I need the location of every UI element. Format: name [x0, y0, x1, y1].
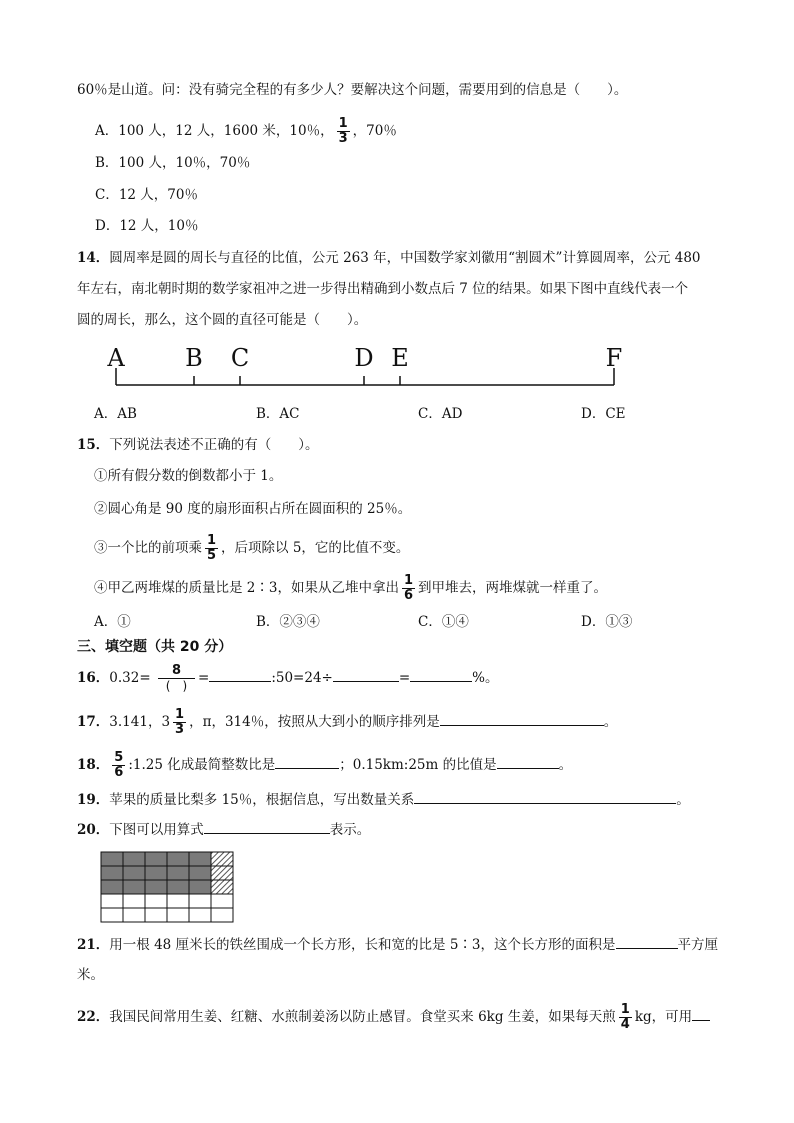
q15-fraction-1-5: $\frac{1}{5}$ [207, 533, 217, 563]
q18-blank-2[interactable] [497, 754, 559, 769]
grid-cell-shaded [101, 852, 123, 866]
grid-cell-hatched [211, 852, 233, 866]
grid-cell-empty [123, 908, 145, 922]
q21-line-2: 米。 [77, 967, 104, 983]
q17: 17．3.141，3 $\frac{1}{3}$ ，π，314％，按照从大到小的顺序排列是 。 [77, 707, 618, 737]
q13-option-a-fraction: $\frac{1}{3}$ [338, 116, 348, 146]
q16-blank-2[interactable] [333, 667, 399, 682]
q16-blank-3[interactable] [410, 667, 472, 682]
q14-point-label-e: E [391, 344, 409, 372]
q22-blank[interactable] [692, 1006, 710, 1021]
grid-cell-empty [123, 894, 145, 908]
grid-cell-empty [189, 908, 211, 922]
q13-option-b[interactable]: B．100 人，10％，70％ [95, 155, 251, 171]
q14-option-c[interactable]: C．AD [418, 406, 463, 422]
grid-cell-shaded [189, 880, 211, 894]
grid-cell-empty [189, 894, 211, 908]
q22-fraction: $\frac{1}{4}$ [620, 1002, 630, 1032]
q13-option-c[interactable]: C．12 人，70％ [95, 187, 198, 203]
q18: 18． $\frac{5}{6}$ :1.25 化成最简整数比是 ；0.15km:25m 的比值是 。 [77, 750, 573, 780]
grid-cell-shaded [167, 880, 189, 894]
q17-fraction: $\frac{1}{3}$ [175, 707, 185, 737]
grid-cell-empty [167, 894, 189, 908]
grid-cell-hatched [211, 866, 233, 880]
q13-option-a[interactable]: A．100 人，12 人，1600 米，10％， $\frac{1}{3}$ ，70％ [95, 116, 397, 146]
grid-cell-shaded [145, 866, 167, 880]
q15-statement-3: ③一个比的前项乘 $\frac{1}{5}$ ，后项除以 5，它的比值不变。 [94, 533, 410, 563]
grid-cell-empty [101, 894, 123, 908]
q15-statement-1: ①所有假分数的倒数都小于 1。 [94, 468, 283, 484]
q15-option-b[interactable]: B．②③④ [256, 614, 320, 630]
q16: 16．0.32= $\frac{8}{( )}$ = :50=24÷ = %。 [77, 663, 499, 693]
q15-fraction-1-6: $\frac{1}{6}$ [403, 573, 414, 603]
q14-option-b[interactable]: B．AC [256, 406, 300, 422]
q14-line-2: 年左右，南北朝时期的数学家祖冲之进一步得出精确到小数点后 7 位的结果。如果下图中直线代表一个 [77, 281, 689, 297]
grid-cell-shaded [123, 866, 145, 880]
q14-line-1: 14．圆周率是圆的周长与直径的比值，公元 263 年，中国数学家刘徽用“割圆术”计算圆周率，公元 480 [77, 250, 701, 266]
q13-option-d[interactable]: D．12 人，10％ [95, 218, 199, 234]
q16-blank-1[interactable] [209, 667, 271, 682]
q15-option-a[interactable]: A．① [94, 614, 131, 630]
grid-cell-shaded [167, 866, 189, 880]
q14-point-label-c: C [230, 344, 250, 372]
q14-point-label-d: D [354, 344, 374, 372]
q20-grid-figure [100, 851, 236, 925]
q15-option-d[interactable]: D．①③ [581, 614, 633, 630]
q22: 22．我国民间常用生姜、红糖、水煎制姜汤以防止感冒。食堂买来 6kg 生姜，如果每天煎 $\frac{1}{4}$ kg，可用 [77, 1003, 710, 1032]
grid-cell-empty [167, 908, 189, 922]
q15-statement-4: ④甲乙两堆煤的质量比是 2∶3，如果从乙堆中拿出 $\frac{1}{6}$ 到甲堆去，两堆煤就一样重了。 [94, 573, 608, 603]
q21-blank[interactable] [616, 934, 678, 949]
q13-continuation: 60％是山道。问：没有骑完全程的有多少人？要解决这个问题，需要用到的信息是（ ）。 [77, 82, 628, 98]
grid-cell-shaded [101, 880, 123, 894]
q18-blank-1[interactable] [275, 754, 339, 769]
grid-cell-hatched [211, 880, 233, 894]
q20-blank[interactable] [204, 819, 330, 834]
q14-option-a[interactable]: A．AB [94, 406, 137, 422]
q18-fraction: $\frac{5}{6}$ [114, 750, 124, 780]
q19: 19．苹果的质量比梨多 15％，根据信息，写出数量关系 。 [77, 789, 690, 810]
q16-fraction: $\frac{8}{( )}$ [158, 664, 195, 693]
q20: 20．下图可以用算式 表示。 [77, 819, 370, 840]
q17-blank[interactable] [440, 711, 604, 726]
q21: 21．用一根 48 厘米长的铁丝围成一个长方形，长和宽的比是 5∶3，这个长方形的面积是 平方厘 [77, 934, 718, 955]
grid-cell-empty [145, 894, 167, 908]
grid-cell-empty [101, 908, 123, 922]
q14-point-label-b: B [185, 344, 203, 372]
q15-stem: 15．下列说法表述不正确的有（ ）。 [77, 437, 319, 453]
q14-number-line-figure [100, 340, 640, 390]
q14-option-d[interactable]: D．CE [581, 406, 626, 422]
q15-option-c[interactable]: C．①④ [418, 614, 469, 630]
grid-cell-empty [211, 908, 233, 922]
grid-cell-shaded [189, 866, 211, 880]
q19-blank[interactable] [414, 789, 676, 804]
grid-cell-shaded [101, 866, 123, 880]
grid-cell-shaded [123, 852, 145, 866]
grid-cell-shaded [189, 852, 211, 866]
q14-point-label-f: F [605, 344, 623, 372]
grid-cell-shaded [145, 880, 167, 894]
q14-point-label-a: A [107, 344, 125, 372]
grid-cell-empty [211, 894, 233, 908]
grid-cell-shaded [167, 852, 189, 866]
grid-cell-shaded [145, 852, 167, 866]
grid-cell-empty [145, 908, 167, 922]
section-header-fill-in: 三、填空题（共 20 分） [77, 639, 233, 655]
grid-cell-shaded [123, 880, 145, 894]
q13-option-a-text: A．100 人，12 人，1600 米，10％， [95, 123, 334, 139]
q14-line-3: 圆的周长，那么，这个圆的直径可能是（ ）。 [77, 312, 368, 328]
q15-statement-2: ②圆心角是 90 度的扇形面积占所在圆面积的 25％。 [94, 501, 412, 517]
